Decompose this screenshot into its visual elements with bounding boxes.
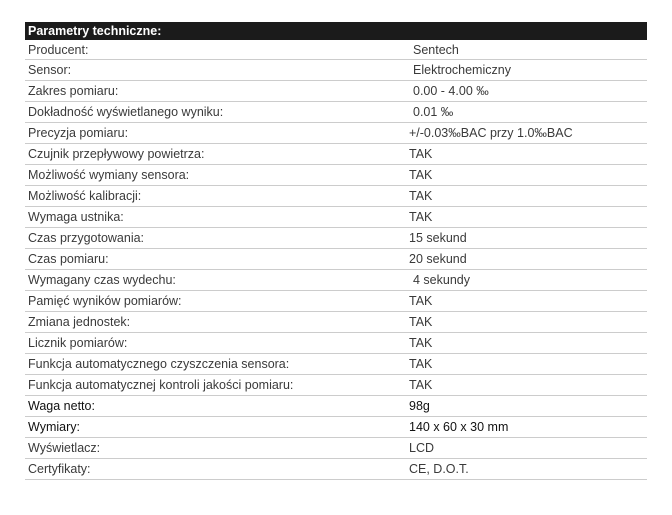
spec-row-auto-cleaning <box>25 354 647 375</box>
spec-value: TAK <box>409 294 433 308</box>
spec-row-mouthpiece <box>25 207 647 228</box>
spec-value: +/-0.03‰BAC przy 1.0‰BAC <box>409 126 573 140</box>
spec-value: TAK <box>409 336 433 350</box>
spec-label: Czas pomiaru: <box>28 252 109 266</box>
spec-row-warmup-time <box>25 228 647 249</box>
spec-label: Funkcja automatycznego czyszczenia sensora: <box>28 357 290 371</box>
spec-label: Waga netto: <box>28 399 95 413</box>
spec-label: Sensor: <box>28 63 72 77</box>
spec-label: Precyzja pomiaru: <box>28 126 129 140</box>
spec-value: 0.01 ‰ <box>413 105 454 119</box>
spec-value: TAK <box>409 378 433 392</box>
spec-value: 4 sekundy <box>413 273 470 287</box>
spec-label: Pamięć wyników pomiarów: <box>28 294 182 308</box>
spec-row-measure-time <box>25 249 647 270</box>
spec-value: TAK <box>409 147 433 161</box>
spec-label: Funkcja automatycznej kontroli jakości pomiaru: <box>28 378 294 392</box>
spec-label: Wymagany czas wydechu: <box>28 273 176 287</box>
spec-row-unit-change <box>25 312 647 333</box>
spec-label: Zakres pomiaru: <box>28 84 119 98</box>
spec-value: 0.00 - 4.00 ‰ <box>413 84 489 98</box>
spec-label: Wymiary: <box>28 420 80 434</box>
spec-label: Czas przygotowania: <box>28 231 145 245</box>
spec-value: Sentech <box>413 43 459 57</box>
spec-label: Licznik pomiarów: <box>28 336 128 350</box>
spec-value: TAK <box>409 315 433 329</box>
spec-value: 140 x 60 x 30 mm <box>409 420 509 434</box>
spec-row-display <box>25 438 647 459</box>
spec-row-airflow-sensor <box>25 144 647 165</box>
spec-value: TAK <box>409 168 433 182</box>
spec-label: Wymaga ustnika: <box>28 210 124 224</box>
spec-value: 98g <box>409 399 430 413</box>
spec-value: LCD <box>409 441 435 455</box>
spec-label: Producent: <box>28 43 89 57</box>
spec-row-display-accuracy <box>25 102 647 123</box>
spec-row-net-weight <box>25 396 647 417</box>
spec-row-exhale-time <box>25 270 647 291</box>
spec-label: Możliwość kalibracji: <box>28 189 142 203</box>
spec-row-dimensions <box>25 417 647 438</box>
spec-label: Zmiana jednostek: <box>28 315 131 329</box>
spec-value: 20 sekund <box>409 252 467 266</box>
spec-value: 15 sekund <box>409 231 467 245</box>
spec-value: TAK <box>409 189 433 203</box>
spec-label: Wyświetlacz: <box>28 441 101 455</box>
spec-row-range <box>25 81 647 102</box>
spec-row-counter <box>25 333 647 354</box>
spec-value: CE, D.O.T. <box>409 462 469 476</box>
spec-row-calibration <box>25 186 647 207</box>
spec-label: Możliwość wymiany sensora: <box>28 168 190 182</box>
spec-row-memory <box>25 291 647 312</box>
spec-row-precision <box>25 123 647 144</box>
spec-label: Dokładność wyświetlanego wyniku: <box>28 105 224 119</box>
spec-row-producer <box>25 40 647 60</box>
spec-row-sensor-replacement <box>25 165 647 186</box>
spec-value: TAK <box>409 357 433 371</box>
spec-row-auto-quality-control <box>25 375 647 396</box>
specs-header: Parametry techniczne: <box>25 22 647 40</box>
spec-value: TAK <box>409 210 433 224</box>
spec-value: Elektrochemiczny <box>413 63 511 77</box>
spec-row-certificates <box>25 459 647 480</box>
spec-label: Certyfikaty: <box>28 462 91 476</box>
spec-label: Czujnik przepływowy powietrza: <box>28 147 205 161</box>
spec-row-sensor <box>25 60 647 81</box>
technical-specs-table <box>25 22 647 480</box>
